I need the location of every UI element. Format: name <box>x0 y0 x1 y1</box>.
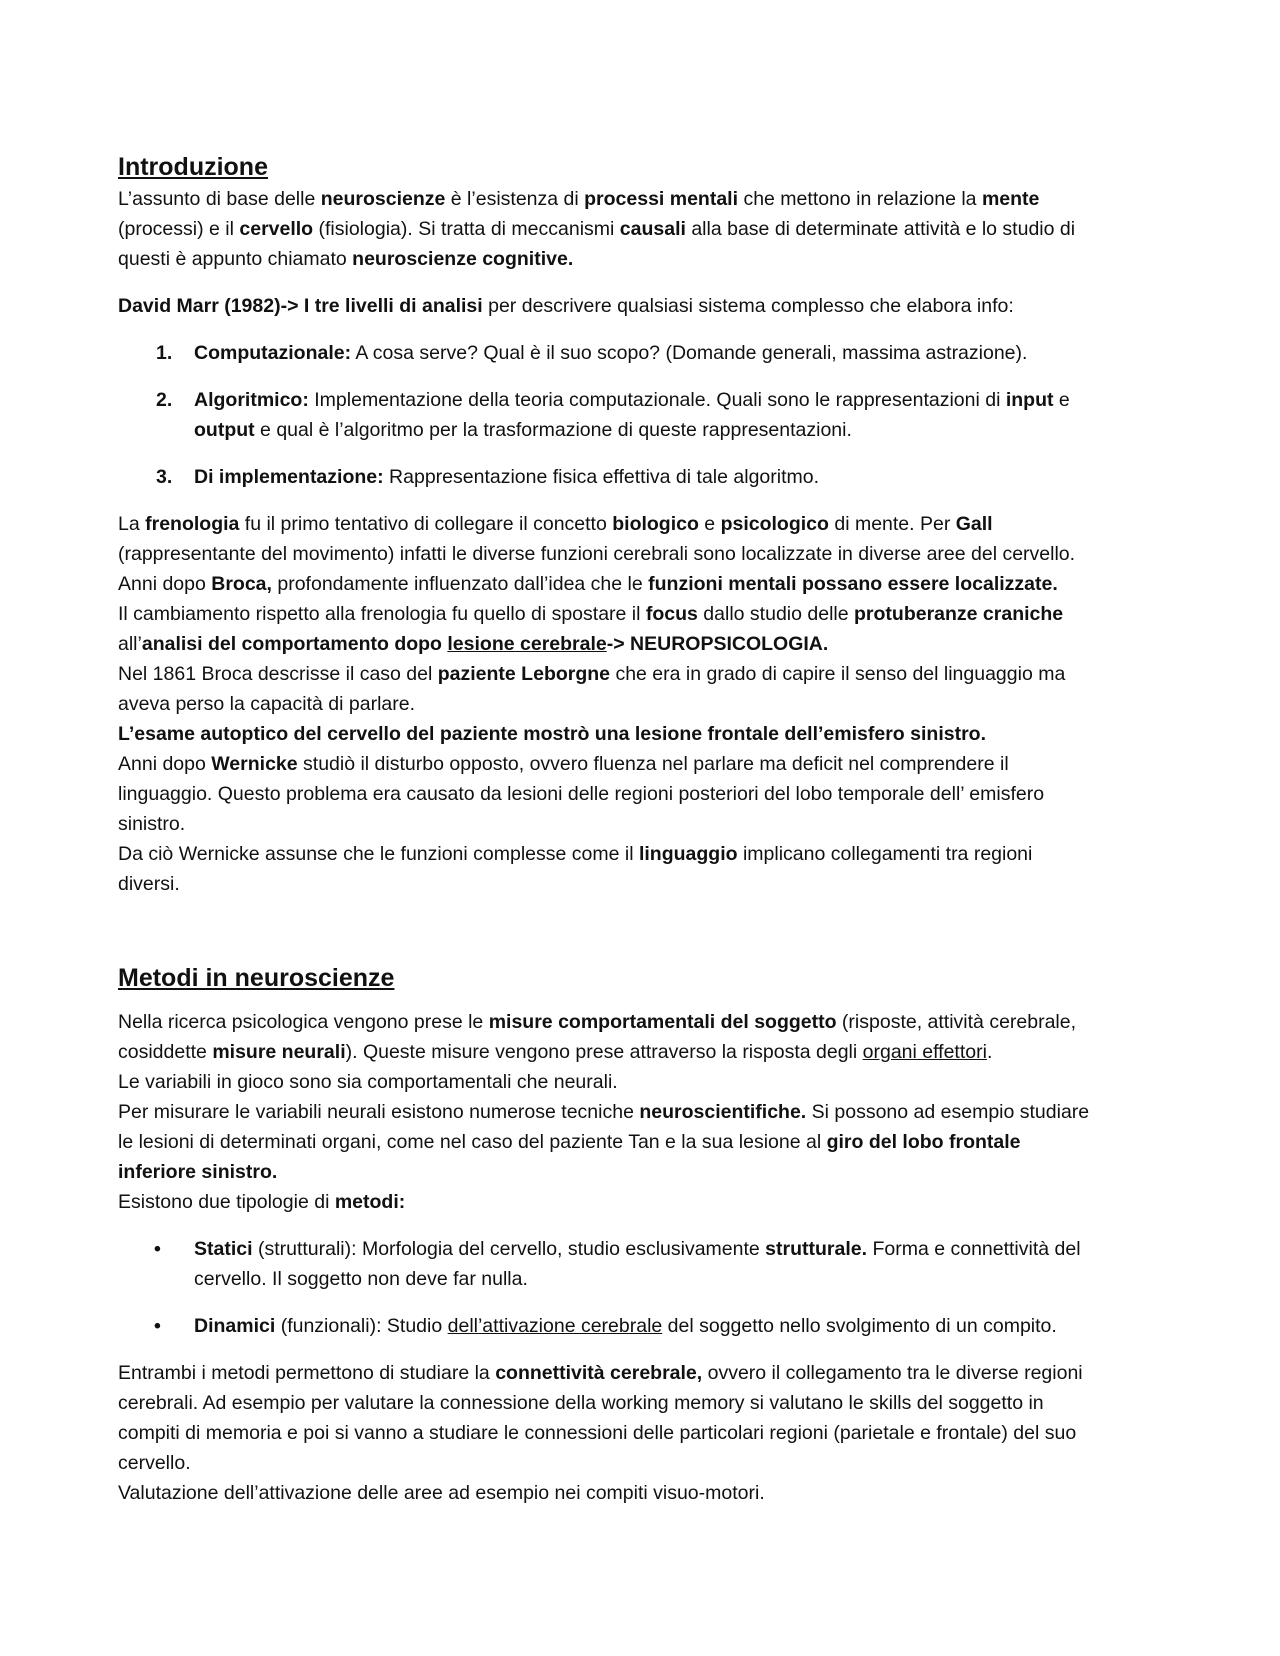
text-line: L’esame autoptico del cervello del paziente mostrò una lesione frontale dell’emisfero sinistro. <box>118 723 986 745</box>
list-number: 2. <box>156 389 173 411</box>
text-line: Entrambi i metodi permettono di studiare la connettività cerebrale, ovvero il collegamento tra le diverse regioni <box>118 1362 1083 1384</box>
text-line: La frenologia fu il primo tentativo di collegare il concetto biologico e psicologico di mente. Per Gall <box>118 513 993 535</box>
text-line: questi è appunto chiamato neuroscienze cognitive. <box>118 248 574 270</box>
text-line: Nel 1861 Broca descrisse il caso del paziente Leborgne che era in grado di capire il senso del linguaggio ma <box>118 663 1066 685</box>
list-item: • Statici (strutturali): Morfologia del cervello, studio esclusivamente strutturale. Forma e connettività del <box>118 1234 1162 1264</box>
text-line: compiti di memoria e poi si vanno a studiare le connessioni delle particolari regioni (parietale e frontale) del suo <box>118 1422 1077 1444</box>
text-line: Le variabili in gioco sono sia comportamentali che neurali. <box>118 1071 618 1093</box>
list-item: 3. Di implementazione: Rappresentazione fisica effettiva di tale algoritmo. <box>118 462 1162 492</box>
text-line: (processi) e il cervello (fisiologia). Si tratta di meccanismi causali alla base di determinate attività e lo studio di <box>118 218 1076 240</box>
methods-paragraph-1 <box>118 1007 1162 1217</box>
intro-paragraph-2 <box>118 509 1162 899</box>
text-line: aveva perso la capacità di parlare. <box>118 693 416 715</box>
bullet-icon: • <box>154 1315 161 1337</box>
text-line: sinistro. <box>118 813 186 835</box>
text-line: linguaggio. Questo problema era causato da lesioni delle regioni posteriori del lobo temporale dell’ emisfero <box>118 783 1045 805</box>
marr-line: David Marr (1982)-> I tre livelli di analisi per descrivere qualsiasi sistema complesso che elabora info: <box>118 295 1014 317</box>
text-line: le lesioni di determinati organi, come nel caso del paziente Tan e la sua lesione al giro del lobo frontale <box>118 1131 1021 1153</box>
text-line: cerebrali. Ad esempio per valutare la connessione della working memory si valutano le skills del soggetto in <box>118 1392 1044 1414</box>
intro-paragraph-1 <box>118 184 1162 274</box>
text-line: all’analisi del comportamento dopo lesione cerebrale-> NEUROPSICOLOGIA. <box>118 633 829 655</box>
list-item: 2. Algoritmico: Implementazione della teoria computazionale. Quali sono le rappresentazioni di input e <box>118 385 1162 415</box>
text-line: Per misurare le variabili neurali esistono numerose tecniche neuroscientifiche. Si possono ad esempio studiare <box>118 1101 1090 1123</box>
list-item-continuation: output e qual è l’algoritmo per la trasformazione di queste rappresentazioni. <box>194 419 852 441</box>
text-line: Da ciò Wernicke assunse che le funzioni complesse come il linguaggio implicano collegamenti tra regioni <box>118 843 1033 865</box>
section-heading-introduzione: Introduzione <box>118 153 268 181</box>
text-line: Valutazione dell’attivazione delle aree ad esempio nei compiti visuo-motori. <box>118 1482 765 1504</box>
text-line: Anni dopo Wernicke studiò il disturbo opposto, ovvero fluenza nel parlare ma deficit nel comprendere il <box>118 753 1009 775</box>
text-line: inferiore sinistro. <box>118 1161 278 1183</box>
text-line: Esistono due tipologie di metodi: <box>118 1191 406 1213</box>
text-line: (rappresentante del movimento) infatti le diverse funzioni cerebrali sono localizzate in diverse aree del cervello. <box>118 543 1076 565</box>
list-item: • Dinamici (funzionali): Studio dell’attivazione cerebrale del soggetto nello svolgimento di un compito. <box>118 1311 1162 1341</box>
text-line: Anni dopo Broca, profondamente influenzato dall’idea che le funzioni mentali possano essere localizzate. <box>118 573 1058 595</box>
text-line: L’assunto di base delle neuroscienze è l’esistenza di processi mentali che mettono in relazione la mente <box>118 188 1040 210</box>
text-line: cosiddette misure neurali). Queste misure vengono prese attraverso la risposta degli organi effettori. <box>118 1041 993 1063</box>
methods-paragraph-2 <box>118 1358 1162 1508</box>
list-number: 3. <box>156 466 173 488</box>
text-line: diversi. <box>118 873 180 895</box>
list-item-continuation: cervello. Il soggetto non deve far nulla. <box>194 1268 528 1290</box>
list-item: 1. Computazionale: A cosa serve? Qual è il suo scopo? (Domande generali, massima astrazione). <box>118 338 1162 368</box>
section-heading-metodi: Metodi in neuroscienze <box>118 964 395 992</box>
list-number: 1. <box>156 342 173 364</box>
text-line: Nella ricerca psicologica vengono prese le misure comportamentali del soggetto (risposte, attività cerebrale, <box>118 1011 1077 1033</box>
text-line: cervello. <box>118 1452 191 1474</box>
methods-types-list <box>118 1234 1162 1341</box>
levels-list <box>118 338 1162 492</box>
text-line: Il cambiamento rispetto alla frenologia fu quello di spostare il focus dallo studio delle protuberanze craniche <box>118 603 1064 625</box>
bullet-icon: • <box>154 1238 161 1260</box>
